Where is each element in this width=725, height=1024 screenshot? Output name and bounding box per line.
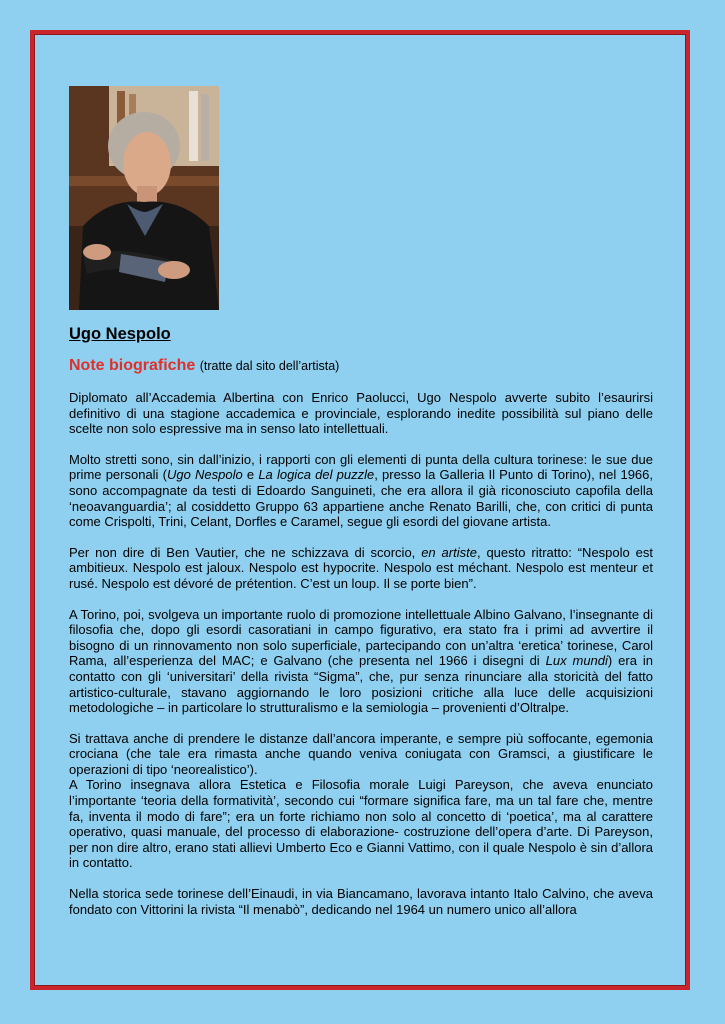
paragraph-7: Nella storica sede torinese dell’Einaudi, in via Biancamano, lavorava intanto Italo Calvino, che aveva fondato con Vittorini la rivista “Il menabò”, dedicando nel 1964 un numero unico all’allora xyxy=(69,886,653,917)
subheading xyxy=(69,356,653,376)
main-content xyxy=(69,324,653,917)
portrait-illustration xyxy=(69,86,219,310)
section-heading: Note biografiche xyxy=(69,357,196,374)
portrait-photo xyxy=(69,86,219,310)
title-emphasis: Ugo Nespolo xyxy=(166,467,243,483)
page-title: Ugo Nespolo xyxy=(69,325,171,343)
paragraph-3: Per non dire di Ben Vautier, che ne schizzava di scorcio, en artiste, questo ritratto: “Nespolo est ambitieux. Nespolo est jaloux. Nespolo est hypocrite. Nespolo est méchant. Nespolo est menteur et rusé. Nespolo est dévoré de prétention. C’est un loup. Il se porte bien”. xyxy=(69,544,653,591)
paragraph-6: A Torino insegnava allora Estetica e Filosofia morale Luigi Pareyson, che aveva enunciato l’importante ‘teoria della formatività’, secondo cui “formare significa fare, ma un tal fare che, mentre fa, inventa il modo di fare”; era un forte richiamo non solo al concetto di ‘poetica’, ma al carattere operativo, quasi manuale, del processo di elaborazione- costruzione dell’opera d’arte. Di Pareyson, per non dire altro, erano stati allievi Umberto Eco e Gianni Vattimo, con il quale Nespolo è sin d’allora in contatto. xyxy=(69,777,653,871)
phrase-emphasis: en artiste xyxy=(421,544,477,560)
paragraph-1: Diplomato all’Accademia Albertina con Enrico Paolucci, Ugo Nespolo avverte subito l’esaurirsi definitivo di una stagione accademica e provinciale, esplorando inedite possibilità sul piano delle scelte non solo espressive ma in senso lato intellettuali. xyxy=(69,390,653,437)
paragraph-2: Molto stretti sono, sin dall’inizio, i rapporti con gli elementi di punta della cultura torinese: le sue due prime personali (Ugo Nespolo e La logica del puzzle, presso la Galleria Il Punto di Torino), nel 1966, sono accompagnate da testi di Edoardo Sanguineti, che era allora il già riconosciuto capofila della ‘neoavanguardia’; al cosiddetto Gruppo 63 appartiene anche Renato Barilli, che, con critici di punta come Crispolti, Trini, Celant, Dorfles e Caramel, segue gli esordi del giovane artista. xyxy=(69,451,653,530)
paragraph-5: Si trattava anche di prendere le distanze dall’ancora imperante, e sempre più soffocante, egemonia crociana (che tale era rimasta anche quando veniva coniugata con Gramsci, a giustificare le operazioni di tipo ‘neorealistico’). xyxy=(69,730,653,777)
paragraph-4: A Torino, poi, svolgeva un importante ruolo di promozione intellettuale Albino Galvano, l’insegnante di filosofia che, dopo gli esordi casoratiani in campo figurativo, era stato fra i primi ad avvertire il bisogno di un rinnovamento non solo superficiale, partecipando con un’altra ‘eretica’ torinese, Carol Rama, all’esperienza del MAC; e Galvano (che presenta nel 1966 i disegni di Lux mundi) era in contatto con gli ‘universitari’ della rivista “Sigma”, che, pur senza rinunciare alla storicità del fatto artistico-culturale, stavano aggiornando le loro posizioni critiche alla luce delle acquisizioni metodologiche – in particolare lo strutturalismo e la semiologia – provenienti d’Oltralpe. xyxy=(69,606,653,716)
title-emphasis: Lux mundi xyxy=(545,653,608,669)
section-source-note: (tratte dal sito dell’artista) xyxy=(199,359,340,373)
title-emphasis: La logica del puzzle xyxy=(258,467,375,483)
